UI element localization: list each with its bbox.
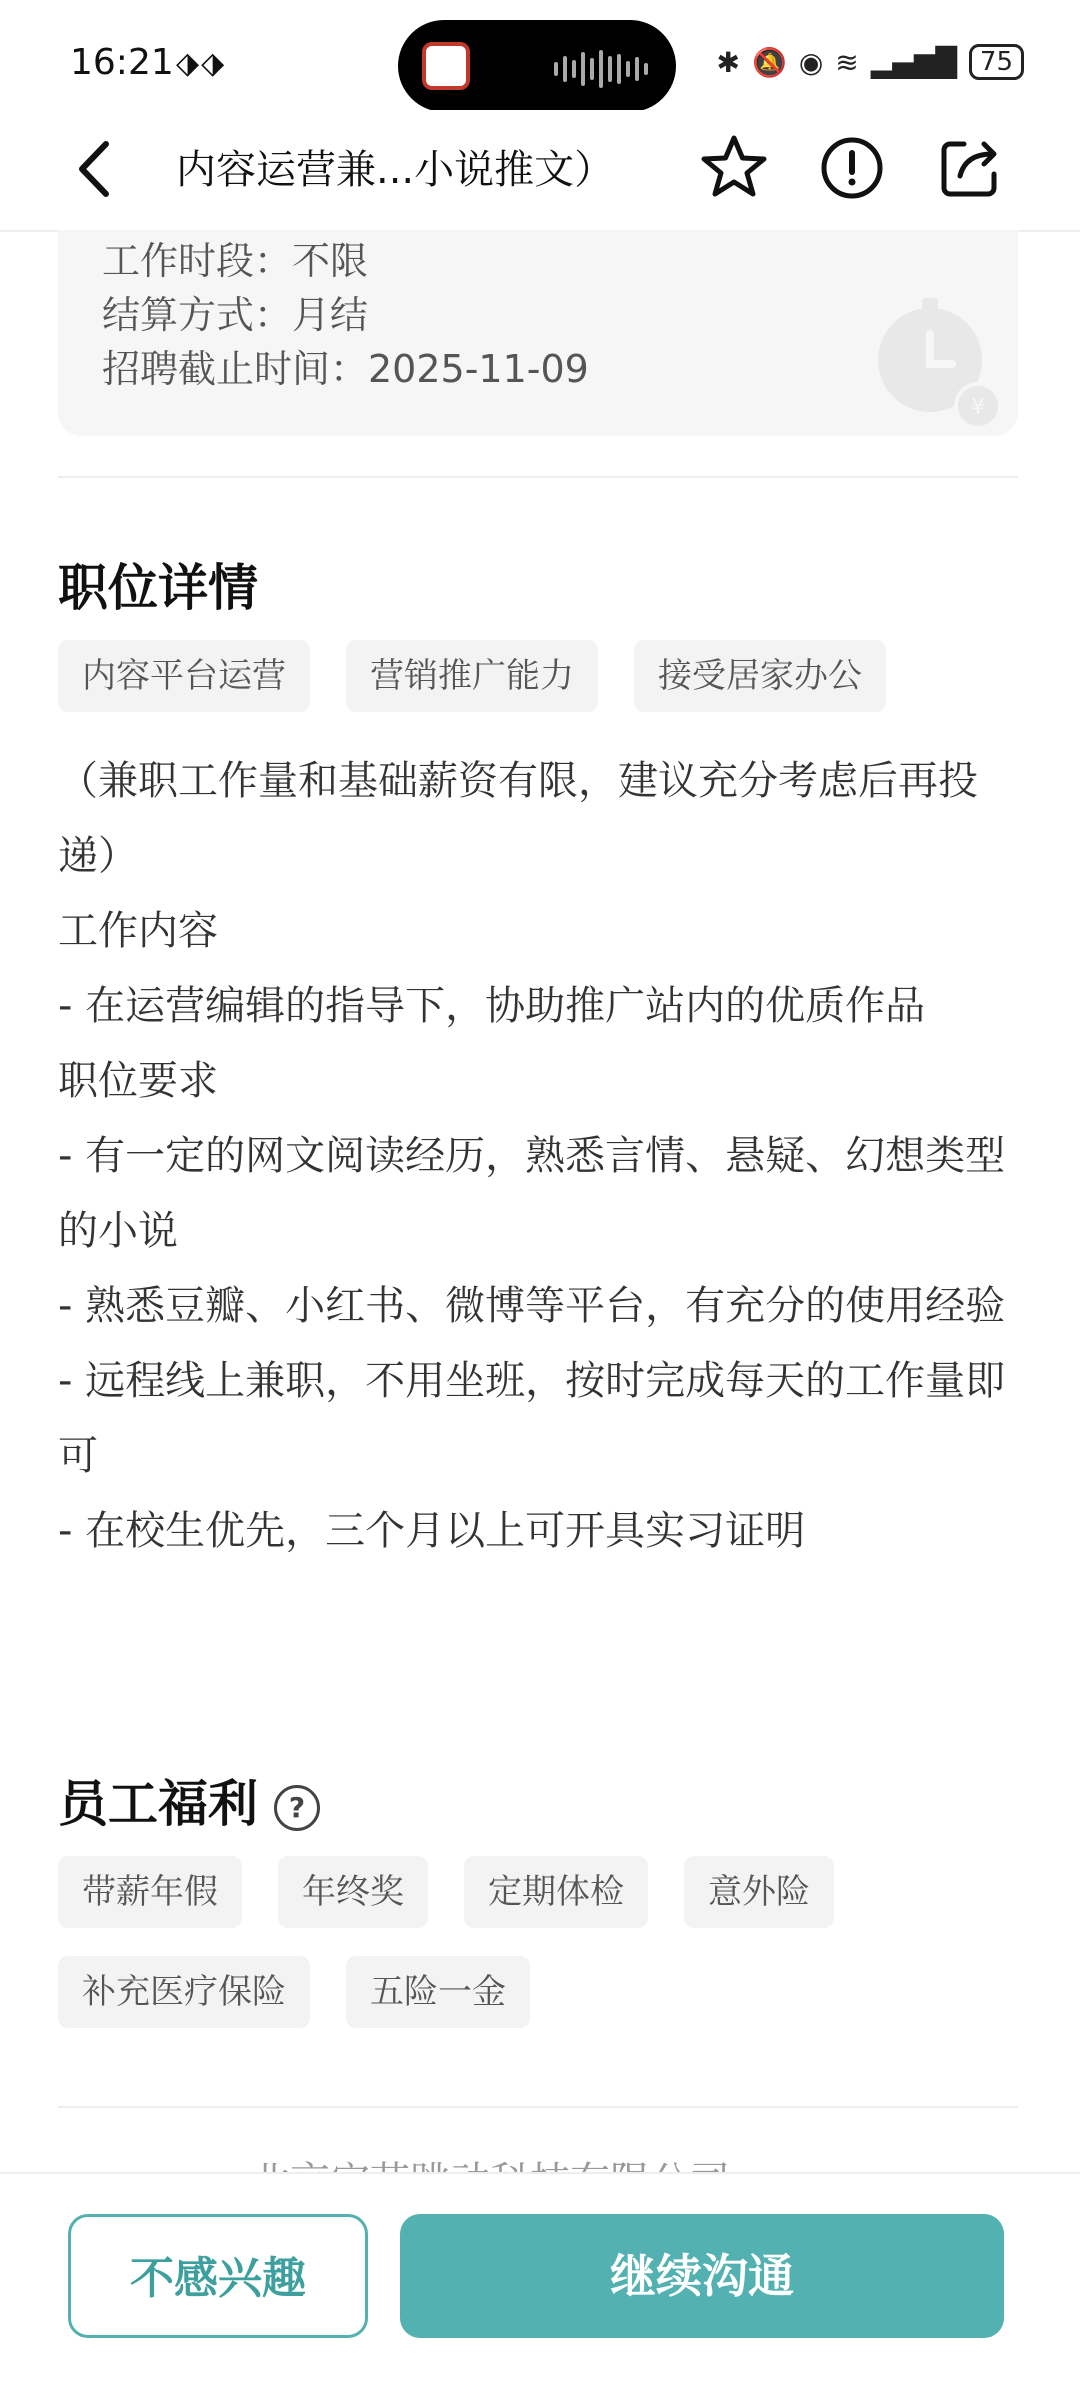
star-icon	[694, 128, 774, 208]
job-description	[58, 744, 1028, 1569]
description-line: - 有一定的网文阅读经历，熟悉言情、悬疑、幻想类型的小说	[58, 1133, 1006, 1254]
hd-icon: ◉	[798, 45, 824, 79]
system-icons	[717, 44, 1024, 80]
battery-icon: 75	[969, 44, 1024, 80]
description-line: 工作内容	[58, 908, 218, 954]
mute-icon: 🔕	[751, 45, 787, 79]
benefit-tag: 年终奖	[278, 1856, 428, 1928]
status-time: 16:21	[70, 42, 174, 83]
description-line: - 在校生优先，三个月以上可开具实习证明	[58, 1508, 806, 1554]
benefit-tag: 补充医疗保险	[58, 1956, 310, 2028]
back-arrow-icon	[66, 134, 126, 204]
benefit-tag: 带薪年假	[58, 1856, 242, 1928]
salary-clock-icon	[868, 290, 1008, 430]
description-line: - 熟悉豆瓣、小红书、微博等平台，有充分的使用经验	[58, 1283, 1006, 1329]
report-button[interactable]	[812, 128, 892, 208]
job-tag: 内容平台运营	[58, 640, 310, 712]
job-tags	[58, 640, 1018, 712]
signal-icon: ▂▄▆█	[870, 45, 957, 79]
not-interested-button[interactable]: 不感兴趣	[68, 2214, 368, 2338]
notification-icons: ⬗⬗	[176, 46, 227, 81]
favorite-button[interactable]	[694, 128, 774, 208]
work-hours-text: 工作时段：不限	[102, 239, 369, 283]
benefit-tag: 定期体检	[464, 1856, 648, 1928]
benefit-tag: 五险一金	[346, 1956, 530, 2028]
share-icon	[930, 128, 1010, 208]
description-line: （兼职工作量和基础薪资有限，建议充分考虑后再投递）	[58, 758, 978, 879]
deadline-text: 招聘截止时间：2025-11-09	[102, 347, 589, 391]
divider	[58, 2106, 1018, 2108]
page-title: 内容运营兼...小说推文）	[176, 147, 615, 193]
back-button[interactable]	[66, 134, 126, 204]
job-info-card	[58, 230, 1018, 436]
job-tag: 营销推广能力	[346, 640, 598, 712]
wifi-icon: ≋	[835, 45, 859, 79]
description-line: 职位要求	[58, 1058, 218, 1104]
help-icon[interactable]: ?	[274, 1785, 320, 1831]
nav-bar	[0, 110, 1080, 232]
job-details-title: 职位详情	[58, 559, 258, 617]
share-button[interactable]	[930, 128, 1010, 208]
description-line: - 远程线上兼职，不用坐班，按时完成每天的工作量即可	[58, 1358, 1006, 1479]
status-bar	[0, 0, 1080, 110]
bluetooth-icon: ✱	[716, 45, 740, 79]
continue-chat-button[interactable]: 继续沟通	[400, 2214, 1004, 2338]
audio-wave-icon	[554, 50, 648, 88]
settlement-text: 结算方式：月结	[102, 293, 369, 337]
bottom-action-bar	[0, 2172, 1080, 2400]
dynamic-island[interactable]	[398, 20, 676, 112]
benefits-title: 员工福利	[58, 1775, 258, 1833]
music-app-icon	[422, 42, 470, 90]
job-tag: 接受居家办公	[634, 640, 886, 712]
divider	[58, 476, 1018, 478]
warning-icon	[812, 128, 892, 208]
benefits-title-row	[58, 1764, 320, 1836]
description-line: - 在运营编辑的指导下，协助推广站内的优质作品	[58, 983, 926, 1029]
svg-text:¥: ¥	[971, 395, 985, 420]
benefit-tag: 意外险	[684, 1856, 834, 1928]
benefit-tags	[58, 1856, 1018, 2028]
